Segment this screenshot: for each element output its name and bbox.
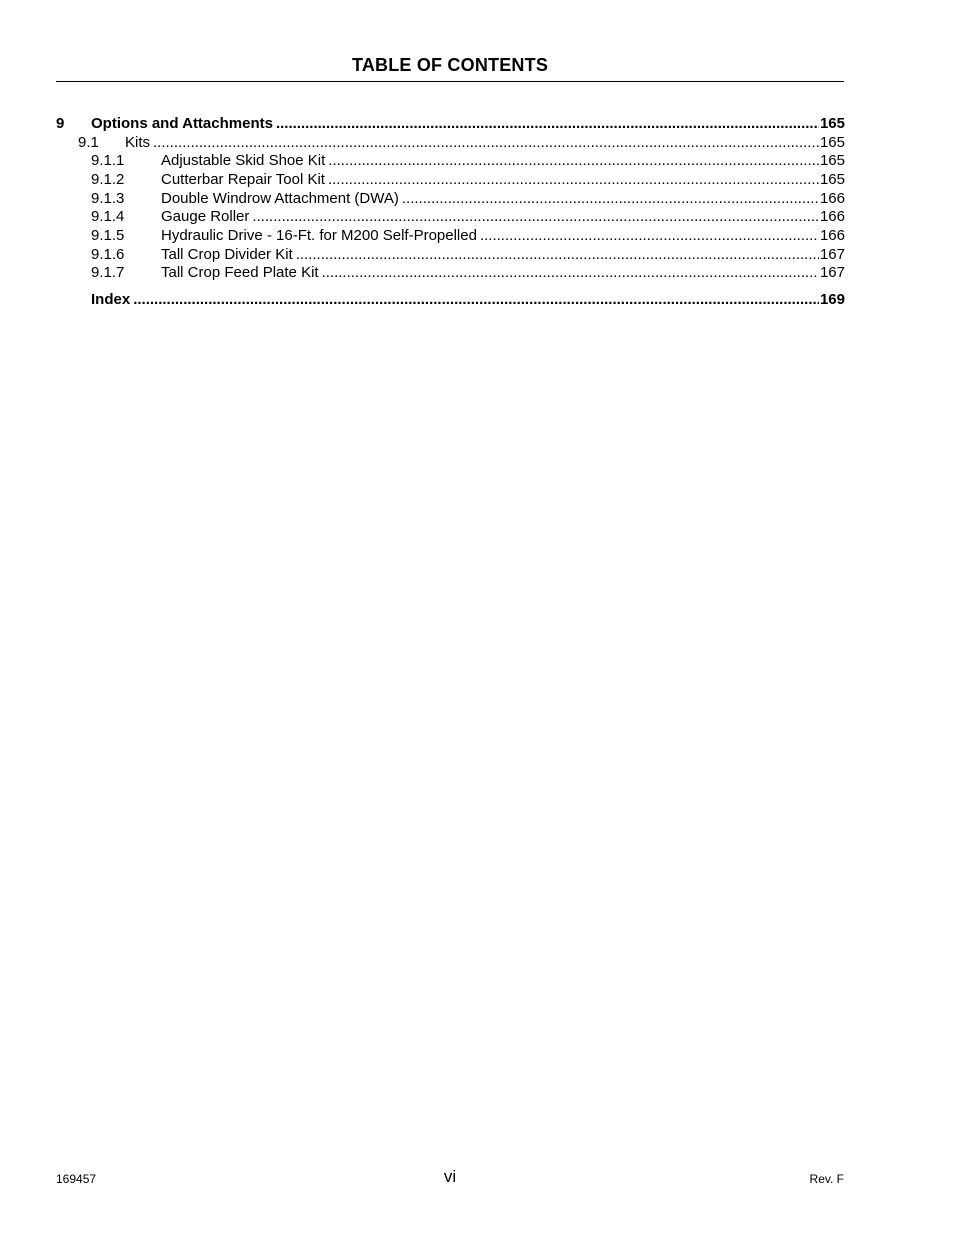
toc-entry-title: Kits bbox=[125, 134, 151, 151]
toc-dot-leader bbox=[328, 151, 819, 170]
toc-entry-title: Double Windrow Attachment (DWA) bbox=[161, 190, 399, 207]
table-of-contents bbox=[0, 0, 954, 320]
toc-entry-title: Tall Crop Feed Plate Kit bbox=[161, 264, 319, 281]
toc-entry[interactable] bbox=[0, 170, 954, 189]
toc-entry-page: 166 bbox=[819, 208, 845, 225]
toc-entry-number: 9.1.6 bbox=[91, 246, 125, 263]
toc-entry-page: 165 bbox=[819, 152, 845, 169]
toc-entry[interactable] bbox=[0, 245, 954, 264]
toc-entry[interactable] bbox=[0, 207, 954, 226]
toc-entry-number: 9.1.5 bbox=[91, 227, 125, 244]
toc-entry-page: 167 bbox=[819, 246, 845, 263]
toc-entry-page: 169 bbox=[819, 291, 845, 308]
toc-dot-leader bbox=[153, 133, 819, 152]
toc-entry-title: Tall Crop Divider Kit bbox=[161, 246, 293, 263]
toc-entry-page: 166 bbox=[819, 227, 845, 244]
toc-entry-title: Index bbox=[91, 291, 131, 308]
page-title: TABLE OF CONTENTS bbox=[351, 55, 549, 75]
toc-dot-leader bbox=[328, 170, 819, 189]
footer-document-number: 169457 bbox=[56, 1172, 97, 1186]
toc-entry[interactable] bbox=[0, 133, 954, 152]
toc-entry[interactable] bbox=[0, 226, 954, 245]
toc-entry-number: 9.1.2 bbox=[91, 171, 125, 188]
footer-page-number: vi bbox=[443, 1167, 457, 1186]
toc-entry-number: 9.1.7 bbox=[91, 264, 125, 281]
toc-entry-number: 9.1.4 bbox=[91, 208, 125, 225]
toc-entry-number: 9.1 bbox=[78, 134, 99, 151]
toc-entry-page: 165 bbox=[819, 115, 845, 132]
toc-dot-leader bbox=[296, 245, 819, 264]
toc-entry[interactable] bbox=[0, 290, 954, 309]
toc-entry-title: Gauge Roller bbox=[161, 208, 250, 225]
toc-entry-title: Options and Attachments bbox=[91, 115, 273, 132]
toc-dot-leader bbox=[480, 226, 819, 245]
toc-entry-title: Hydraulic Drive - 16-Ft. for M200 Self-Propelled bbox=[161, 227, 477, 244]
toc-entry-title: Adjustable Skid Shoe Kit bbox=[161, 152, 326, 169]
toc-entry[interactable] bbox=[0, 151, 954, 170]
toc-entry-page: 165 bbox=[819, 171, 845, 188]
toc-dot-leader bbox=[402, 189, 819, 208]
toc-entry-page: 165 bbox=[819, 134, 845, 151]
toc-entry[interactable] bbox=[0, 263, 954, 282]
toc-dot-leader bbox=[276, 114, 819, 133]
toc-entry-number: 9.1.3 bbox=[91, 190, 125, 207]
toc-dot-leader bbox=[252, 207, 819, 226]
toc-entry[interactable] bbox=[0, 114, 954, 133]
toc-entry-number: 9.1.1 bbox=[91, 152, 125, 169]
toc-entry-page: 167 bbox=[819, 264, 845, 281]
toc-dot-leader bbox=[322, 263, 819, 282]
toc-entry-number: 9 bbox=[56, 115, 65, 132]
toc-entry[interactable] bbox=[0, 189, 954, 208]
toc-entry-page: 166 bbox=[819, 190, 845, 207]
toc-entry-title: Cutterbar Repair Tool Kit bbox=[161, 171, 325, 188]
toc-dot-leader bbox=[133, 290, 819, 309]
footer-revision: Rev. F bbox=[809, 1172, 844, 1186]
